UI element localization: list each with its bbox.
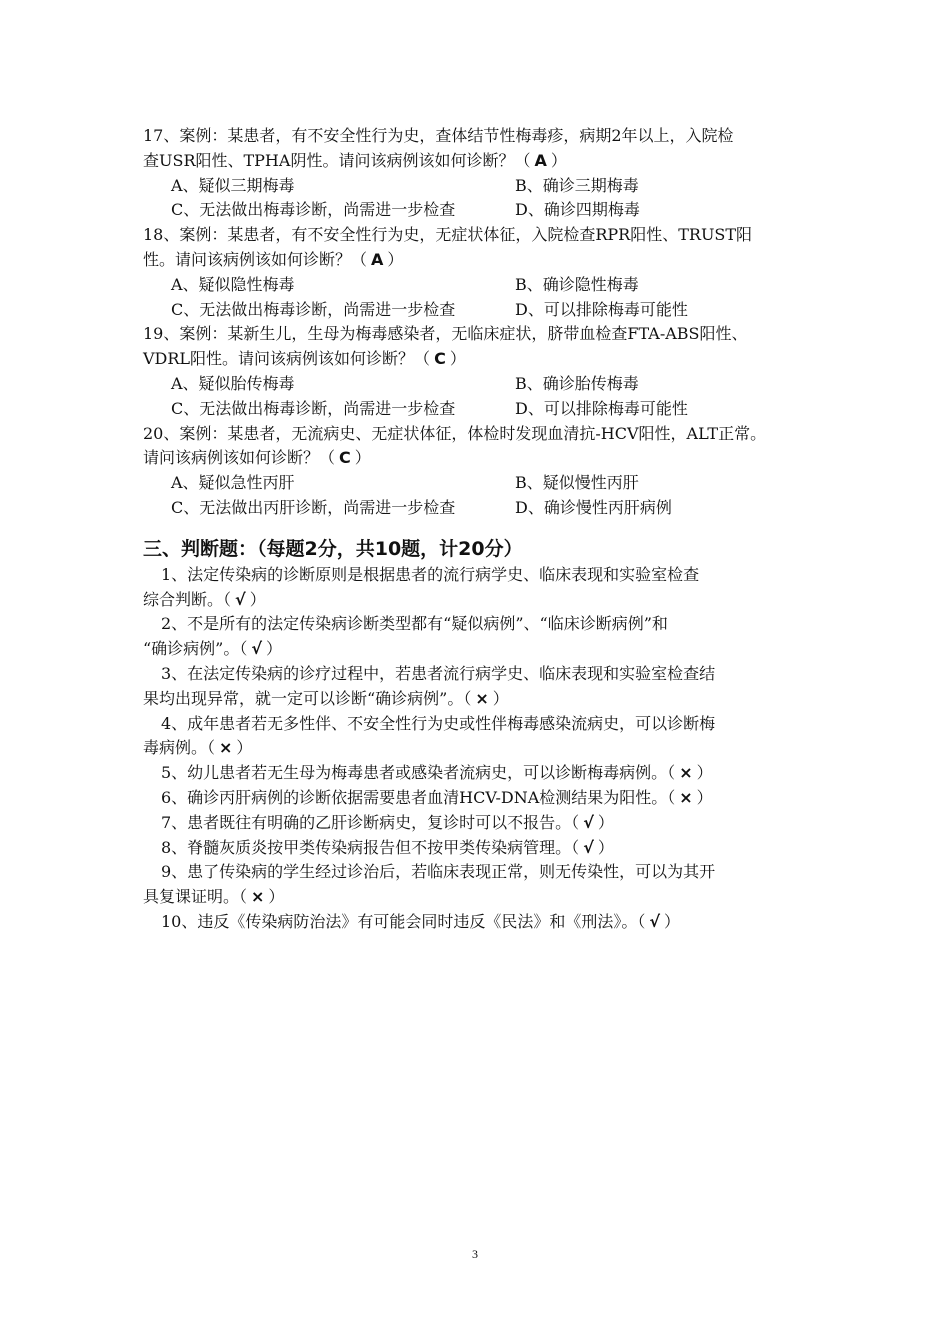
answer: √ [251, 639, 263, 659]
question-20 [143, 422, 823, 521]
judge-text: 毒病例。（ × ） [143, 738, 253, 758]
judge-item-1 [143, 563, 823, 613]
option-c: C、无法做出丙肝诊断，尚需进一步检查 [171, 497, 456, 517]
judge-text: 10、违反《传染病防治法》有可能会同时违反《民法》和《刑法》。（ √ ） [161, 911, 681, 931]
judge-item-5 [143, 761, 823, 786]
option-a: A、疑似胎传梅毒 [171, 373, 295, 393]
judge-item-4 [143, 712, 823, 762]
answer: C [339, 448, 351, 468]
answer: √ [649, 911, 661, 931]
option-c: C、无法做出梅毒诊断，尚需进一步检查 [171, 200, 456, 220]
judge-item-6 [143, 786, 823, 811]
question-text: 查USR阳性、TPHA阴性。请问该病例该如何诊断？（ A ） [143, 150, 567, 170]
answer: × [679, 787, 693, 807]
option-c: C、无法做出梅毒诊断，尚需进一步检查 [171, 398, 456, 418]
question-text: 19、案例：某新生儿，生母为梅毒感染者，无临床症状，脐带血检查FTA-ABS阳性、 [143, 324, 748, 344]
option-d: D、确诊四期梅毒 [515, 200, 640, 220]
judge-text: 2、不是所有的法定传染病诊断类型都有“疑似病例”、“临床诊断病例”和 [161, 614, 668, 634]
judge-text: 1、法定传染病的诊断原则是根据患者的流行病学史、临床表现和实验室检查 [161, 564, 700, 584]
options-row [143, 397, 823, 422]
judge-text: “确诊病例”。（ √ ） [143, 639, 283, 659]
option-b: B、确诊三期梅毒 [515, 175, 639, 195]
judge-text: 具复课证明。（ × ） [143, 887, 285, 907]
answer: C [434, 349, 446, 369]
judge-text: 8、脊髓灰质炎按甲类传染病报告但不按甲类传染病管理。（ √ ） [161, 837, 614, 857]
options-row [143, 496, 823, 521]
judge-text: 9、患了传染病的学生经过诊治后，若临床表现正常，则无传染性，可以为其开 [161, 862, 716, 882]
question-text: VDRL阳性。请问该病例该如何诊断？（ C ） [143, 349, 466, 369]
judge-text: 5、幼儿患者若无生母为梅毒患者或感染者流病史，可以诊断梅毒病例。（ × ） [161, 763, 713, 783]
answer: × [679, 763, 693, 783]
answer: √ [583, 837, 594, 857]
question-19 [143, 322, 823, 421]
question-17 [143, 124, 823, 223]
judge-text: 综合判断。（ √ ） [143, 589, 266, 609]
question-text: 18、案例：某患者，有不安全性行为史，无症状体征，入院检查RPR阳性、TRUST阳 [143, 225, 753, 245]
judge-text: 3、在法定传染病的诊疗过程中，若患者流行病学史、临床表现和实验室检查结 [161, 663, 716, 683]
question-text: 性。请问该病例该如何诊断？（ A ） [143, 249, 404, 269]
options-row [143, 471, 823, 496]
page-content [143, 124, 823, 935]
answer: A [534, 150, 547, 170]
options-row [143, 174, 823, 199]
options-row [143, 298, 823, 323]
answer: × [475, 688, 489, 708]
option-a: A、疑似三期梅毒 [171, 175, 295, 195]
option-c: C、无法做出梅毒诊断，尚需进一步检查 [171, 299, 456, 319]
judge-item-10 [143, 910, 823, 935]
answer: √ [583, 812, 594, 832]
judge-item-2 [143, 612, 823, 662]
judge-item-3 [143, 662, 823, 712]
question-18 [143, 223, 823, 322]
answer: × [219, 738, 233, 758]
options-row [143, 372, 823, 397]
judge-text: 7、患者既往有明确的乙肝诊断病史，复诊时可以不报告。（ √ ） [161, 812, 614, 832]
option-a: A、疑似隐性梅毒 [171, 274, 295, 294]
judge-item-9 [143, 860, 823, 910]
options-row [143, 198, 823, 223]
judge-item-7 [143, 811, 823, 836]
option-d: D、可以排除梅毒可能性 [515, 299, 688, 319]
page-number: 3 [472, 1247, 478, 1261]
option-b: B、确诊胎传梅毒 [515, 373, 639, 393]
judge-item-8 [143, 836, 823, 861]
answer: √ [235, 589, 246, 609]
question-text: 17、案例：某患者，有不安全性行为史，查体结节性梅毒疹，病期2年以上，入院检 [143, 126, 734, 145]
answer: × [251, 887, 265, 907]
section-title: 三、判断题：（每题2分，共10题，计20分） [143, 537, 523, 560]
judge-text: 果均出现异常，就一定可以诊断“确诊病例”。（ × ） [143, 688, 509, 708]
option-b: B、疑似慢性丙肝 [515, 473, 639, 493]
option-b: B、确诊隐性梅毒 [515, 274, 639, 294]
answer: A [371, 249, 384, 269]
option-a: A、疑似急性丙肝 [171, 473, 295, 493]
option-d: D、可以排除梅毒可能性 [515, 398, 688, 418]
judge-text: 4、成年患者若无多性伴、不安全性行为史或性伴梅毒感染流病史，可以诊断梅 [161, 713, 716, 733]
option-d: D、确诊慢性丙肝病例 [515, 497, 672, 517]
judge-text: 6、确诊丙肝病例的诊断依据需要患者血清HCV-DNA检测结果为阳性。（ × ） [161, 787, 713, 807]
options-row [143, 273, 823, 298]
question-text: 20、案例：某患者，无流病史、无症状体征，体检时发现血清抗-HCV阳性，ALT正常。 [143, 423, 767, 443]
question-text: 请问该病例该如何诊断？（ C ） [143, 448, 371, 468]
